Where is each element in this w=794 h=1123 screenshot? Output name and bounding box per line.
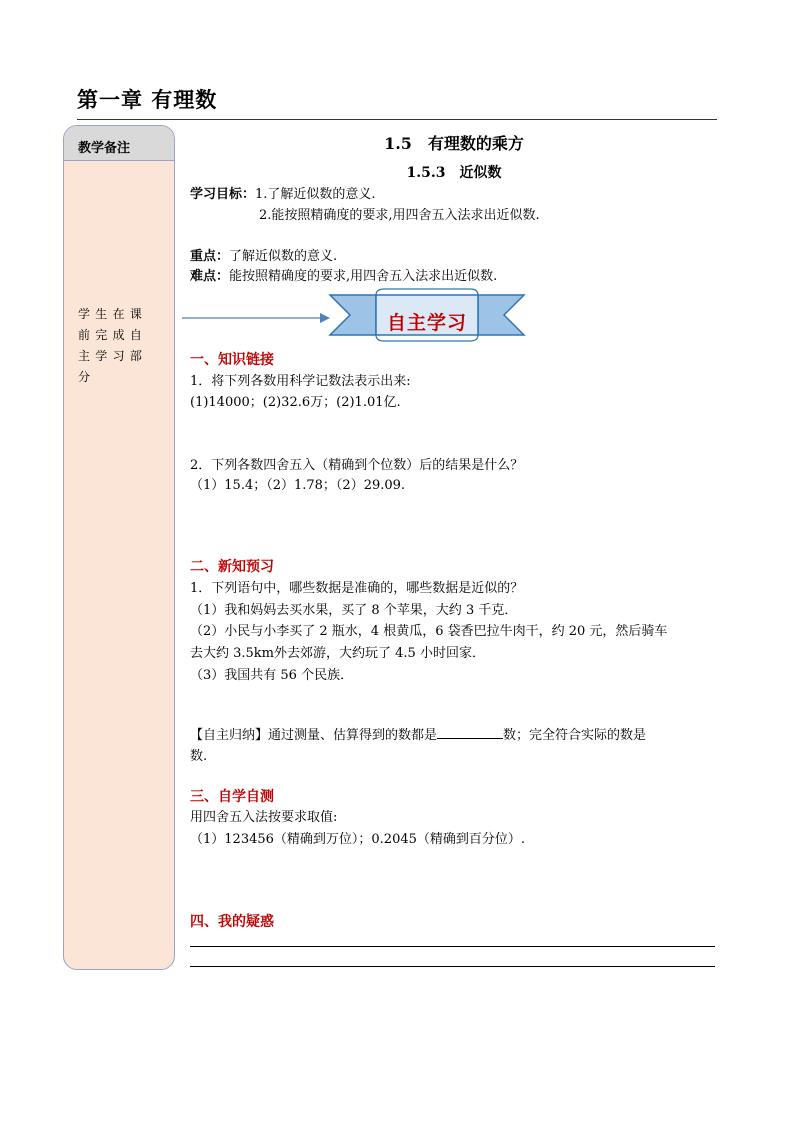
answer-line-1[interactable] xyxy=(190,946,715,947)
chapter-title: 第一章 有理数 xyxy=(77,87,218,112)
summary-text-a: 【自主归纳】通过测量、估算得到的数都是 xyxy=(190,728,438,743)
part2-item-3: （3）我国共有 56 个民族． xyxy=(190,668,354,683)
part2-heading: 二、新知预习 xyxy=(190,559,274,575)
part2-question-1: 1．下列语句中，哪些数据是准确的，哪些数据是近似的？ xyxy=(190,581,524,596)
arrow-right-icon xyxy=(182,309,332,327)
part1-question-1: 1．将下列各数用科学记数法表示出来: xyxy=(190,374,411,389)
part2-item-1: （1）我和妈妈去买水果，买了 8 个苹果，大约 3 千克． xyxy=(190,603,518,618)
answer-line-2[interactable] xyxy=(190,966,715,967)
difficulty-label: 难点： xyxy=(190,269,230,284)
part1-question-1-items: (1)14000；(2)32.6万；(2)1.01亿. xyxy=(190,395,401,410)
summary-blank[interactable] xyxy=(437,726,503,739)
difficulty-text: 能按照精确度的要求,用四舍五入法求出近似数. xyxy=(229,269,498,284)
teaching-notes-sidebar xyxy=(63,125,175,970)
key-point xyxy=(190,245,337,264)
part3-intro: 用四舍五入法按要求取值: xyxy=(190,810,338,825)
sidebar-note: 学生在课前完成自主学习部分 xyxy=(78,307,148,384)
subsection-title: 1.5.3 近似数 xyxy=(406,165,502,181)
part3-items: （1）123456（精确到万位）；0.2045（精确到百分位）. xyxy=(190,832,526,847)
learning-goals xyxy=(190,183,376,202)
part1-question-2-items: （1）15.4；（2）1.78；（2）29.09. xyxy=(190,478,406,493)
self-summary xyxy=(190,724,646,743)
sidebar-title: 教学备注 xyxy=(78,141,131,156)
summary-text-c: 数. xyxy=(190,749,208,764)
banner-text: 自主学习 xyxy=(386,312,467,334)
goal-item-2: 2.能按照精确度的要求,用四舍五入法求出近似数. xyxy=(259,208,540,223)
key-point-text: 了解近似数的意义. xyxy=(229,249,338,264)
part4-heading: 四、我的疑惑 xyxy=(190,914,274,930)
section-title: 1.5 有理数的乘方 xyxy=(384,134,524,153)
part1-question-2: 2．下列各数四舍五入（精确到个位数）后的结果是什么？ xyxy=(190,458,524,473)
summary-text-b: 数；完全符合实际的数是 xyxy=(503,728,647,743)
part2-item-2a: （2）小民与小李买了 2 瓶水，4 根黄瓜，6 袋香巴拉牛肉干，约 20 元，然后骑车 xyxy=(190,624,668,639)
key-point-label: 重点： xyxy=(190,249,230,264)
part1-heading: 一、知识链接 xyxy=(190,352,274,368)
goals-label: 学习目标： xyxy=(190,187,256,202)
goal-item-1: 1.了解近似数的意义. xyxy=(255,187,376,202)
difficulty xyxy=(190,265,497,284)
sidebar-header xyxy=(64,126,174,161)
chapter-divider xyxy=(77,119,717,120)
part2-item-2b: 去大约 3.5km外去郊游，大约玩了 4.5 小时回家． xyxy=(190,646,485,661)
part3-heading: 三、自学自测 xyxy=(190,789,274,805)
